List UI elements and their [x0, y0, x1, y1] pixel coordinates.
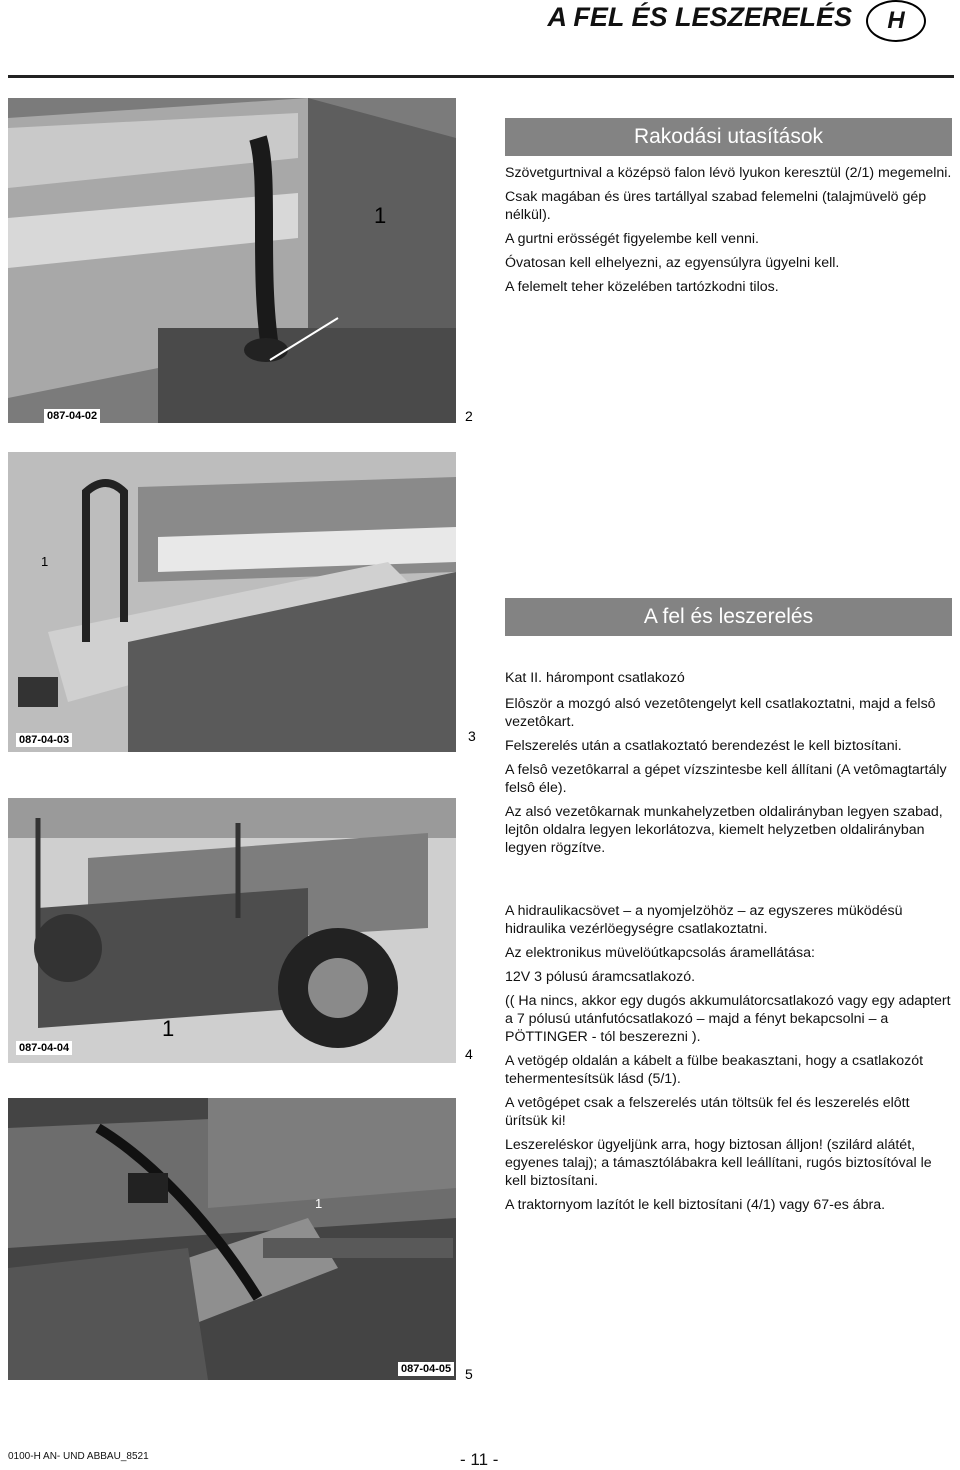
paragraph: A felemelt teher közelében tartózkodni tilos. — [505, 279, 779, 295]
figure-2-code: 087-04-02 — [44, 409, 100, 423]
figure-5-number: 5 — [465, 1366, 473, 1382]
paragraph: Az elektronikus müvelöútkapcsolás áramellátása: — [505, 945, 815, 961]
paragraph: A vetögép oldalán a kábelt a fülbe beakasztani, hogy a csatlakozót tehermentesítsük lásd (5/1). — [505, 1053, 924, 1087]
section-hydraulics-text — [505, 902, 953, 1220]
figure-2-number: 2 — [465, 408, 473, 424]
figure-4-photo — [8, 798, 456, 1063]
figure-4-number: 4 — [465, 1046, 473, 1062]
figure-3-code: 087-04-03 — [16, 733, 72, 747]
paragraph: Elôször a mozgó alsó vezetôtengelyt kell csatlakoztatni, majd a felsô vezetôkart. — [505, 696, 936, 730]
seed-drill-platform-illustration — [8, 452, 456, 752]
cable-hook-illustration — [8, 1098, 456, 1380]
paragraph: A gurtni erösségét figyelembe kell venni. — [505, 231, 759, 247]
paragraph: A felsô vezetôkarral a gépet vízszintesbe kell állítani (A vetômagtartály felsô éle). — [505, 762, 947, 796]
paragraph: A hidraulikacsövet – a nyomjelzöhöz – az egyszeres müködésü hidraulika vezérlöegységre csatlakoztatni. — [505, 903, 903, 937]
section-loading-text — [505, 164, 953, 302]
figure-3-photo — [8, 452, 456, 752]
paragraph: Leszereléskor ügyeljünk arra, hogy biztosan álljon! (szilárd alátét, egyenes talaj); a támasztólábakra kell leállítani, rugós biztosítóval le kell biztosítani. — [505, 1137, 932, 1189]
figure-3-number: 3 — [468, 728, 476, 744]
figure-5-callout: 1 — [315, 1196, 323, 1211]
section-heading-mounting: A fel és leszerelés — [505, 598, 952, 636]
paragraph: 12V 3 pólusú áramcsatlakozó. — [505, 969, 696, 985]
paragraph: A vetôgépet csak a felszerelés után töltsük fel és leszerelés elôtt ürítsük ki! — [505, 1095, 910, 1129]
header-rule — [8, 75, 954, 78]
figure-4-callout: 1 — [162, 1016, 175, 1041]
paragraph: Az alsó vezetôkarnak munkahelyzetben oldalirányban legyen szabad, lejtôn oldalra legyen lekorlátozva, kiemelt helyzetben oldalirányban legyen rögzítve. — [505, 804, 943, 856]
paragraph: Kat II. hárompont csatlakozó — [505, 670, 685, 686]
figure-2-callout: 1 — [374, 203, 387, 228]
figure-5-photo — [8, 1098, 456, 1380]
seed-drill-side-illustration — [8, 798, 456, 1063]
seed-box-lifting-illustration — [8, 98, 456, 423]
page-number: - 11 - — [460, 1450, 499, 1469]
paragraph: Óvatosan kell elhelyezni, az egyensúlyra ügyelni kell. — [505, 255, 840, 271]
page-title: A FEL ÉS LESZERELÉS — [547, 2, 852, 32]
section-heading-loading: Rakodási utasítások — [505, 118, 952, 156]
paragraph: Csak magában és üres tartállyal szabad felemelni (talajmüvelö gép nélkül). — [505, 189, 927, 223]
section-mounting-text — [505, 669, 953, 863]
paragraph: Szövetgurtnival a középsö falon lévö lyukon keresztül (2/1) megemelni. — [505, 165, 952, 181]
figure-3-callout: 1 — [41, 554, 49, 569]
language-badge: H — [866, 0, 926, 42]
paragraph: (( Ha nincs, akkor egy dugós akkumulátorcsatlakozó vagy egy adaptert a 7 pólusú utánfutócsatlakozó – majd a fényt bekapcsolni – a PÖTTINGER - tól beszerezni ). — [505, 993, 951, 1045]
figure-4-code: 087-04-04 — [16, 1041, 72, 1055]
figure-5-code: 087-04-05 — [398, 1362, 454, 1376]
paragraph: A traktornyom lazítót le kell biztosítani (4/1) vagy 67-es ábra. — [505, 1197, 886, 1213]
paragraph: Felszerelés után a csatlakoztató berendezést le kell biztosítani. — [505, 738, 902, 754]
figure-2-photo — [8, 98, 456, 423]
document-code: 0100-H AN- UND ABBAU_8521 — [8, 1451, 149, 1462]
